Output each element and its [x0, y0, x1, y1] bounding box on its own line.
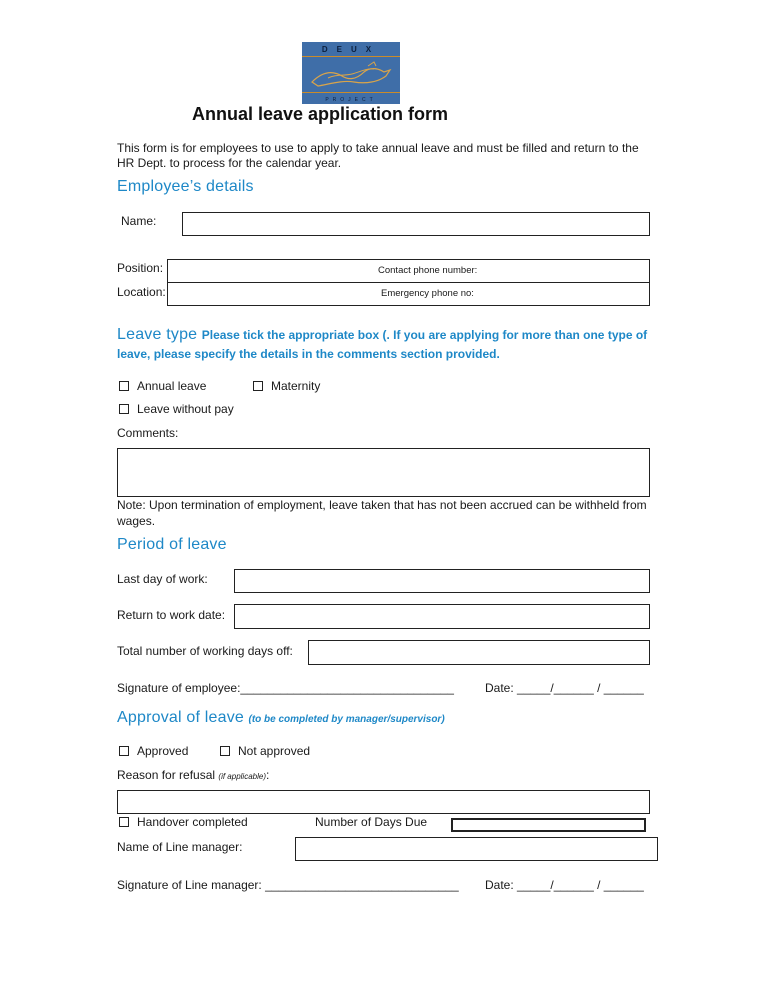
- not-approved-label: Not approved: [238, 744, 311, 758]
- company-logo: [302, 42, 400, 104]
- days-due-field[interactable]: [451, 818, 646, 832]
- location-emergency-row[interactable]: [167, 282, 650, 306]
- employee-signature-line[interactable]: Signature of employee:________________________________: [117, 681, 454, 695]
- logo-bottom-text: PROJECT: [325, 97, 377, 103]
- refusal-reason-colon: :: [265, 768, 270, 782]
- total-days-field[interactable]: [308, 640, 650, 665]
- comments-label: Comments:: [117, 426, 179, 440]
- location-label: Location:: [117, 285, 166, 299]
- employee-date-line[interactable]: Date: _____/______ / ______: [485, 681, 644, 695]
- last-day-label: Last day of work:: [117, 572, 208, 586]
- leave-type-instruction-1: Please tick the appropriate box (. If you are applying for more than one type of: [201, 328, 648, 342]
- handover-checkbox[interactable]: [119, 817, 129, 827]
- manager-date-line[interactable]: Date: _____/______ / ______: [485, 878, 644, 892]
- handover-label: Handover completed: [137, 815, 248, 829]
- last-day-field[interactable]: [234, 569, 650, 593]
- name-field[interactable]: [182, 212, 650, 236]
- leave-type-header: [117, 326, 647, 344]
- approved-label: Approved: [137, 744, 189, 758]
- period-of-leave-heading: Period of leave: [117, 536, 227, 553]
- return-date-field[interactable]: [234, 604, 650, 629]
- approval-header: [117, 709, 445, 727]
- logo-band-bottom: [302, 92, 400, 93]
- refusal-reason-label: Reason for refusal: [117, 768, 216, 782]
- intro-text: This form is for employees to use to apply to take annual leave and must be filled and return to the HR Dept. to process for the calendar year.: [117, 141, 639, 170]
- line-manager-label: Name of Line manager:: [117, 840, 243, 854]
- page-title: Annual leave application form: [192, 104, 449, 124]
- maternity-checkbox[interactable]: [253, 381, 263, 391]
- leave-without-pay-label: Leave without pay: [137, 402, 234, 416]
- annual-leave-label: Annual leave: [137, 379, 207, 393]
- leave-without-pay-checkbox[interactable]: [119, 404, 129, 414]
- termination-note-2: wages.: [117, 514, 156, 528]
- not-approved-checkbox[interactable]: [220, 746, 230, 756]
- approved-checkbox[interactable]: [119, 746, 129, 756]
- maternity-label: Maternity: [271, 379, 321, 393]
- approval-heading: Approval of leave: [117, 709, 245, 726]
- refusal-reason-label-group: [117, 768, 269, 784]
- line-manager-field[interactable]: [295, 837, 658, 861]
- leave-type-instruction-2: leave, please specify the details in the comments section provided.: [117, 347, 500, 361]
- emergency-phone-label: Emergency phone no:: [381, 288, 474, 299]
- kangaroo-graphic-icon: [308, 60, 394, 90]
- employee-details-heading: Employee’s details: [117, 178, 254, 195]
- termination-note-1: Note: Upon termination of employment, leave taken that has not been accrued can be withheld from: [117, 498, 647, 512]
- days-due-label: Number of Days Due: [315, 815, 428, 829]
- refusal-reason-field[interactable]: [117, 790, 650, 814]
- leave-type-heading: Leave type: [117, 326, 198, 343]
- refusal-reason-note: (if applicable): [218, 772, 266, 781]
- logo-top-text: DEUX: [321, 45, 381, 54]
- contact-phone-label: Contact phone number:: [378, 265, 478, 276]
- position-contact-row[interactable]: [167, 259, 650, 283]
- approval-note: (to be completed by manager/supervisor): [248, 714, 445, 725]
- manager-signature-line[interactable]: Signature of Line manager: _____________________________: [117, 878, 459, 892]
- annual-leave-checkbox[interactable]: [119, 381, 129, 391]
- total-days-label: Total number of working days off:: [117, 644, 293, 658]
- return-date-label: Return to work date:: [117, 608, 226, 622]
- logo-band-top: [302, 56, 400, 57]
- comments-field[interactable]: [117, 448, 650, 497]
- position-label: Position:: [117, 261, 164, 275]
- name-label: Name:: [121, 214, 157, 228]
